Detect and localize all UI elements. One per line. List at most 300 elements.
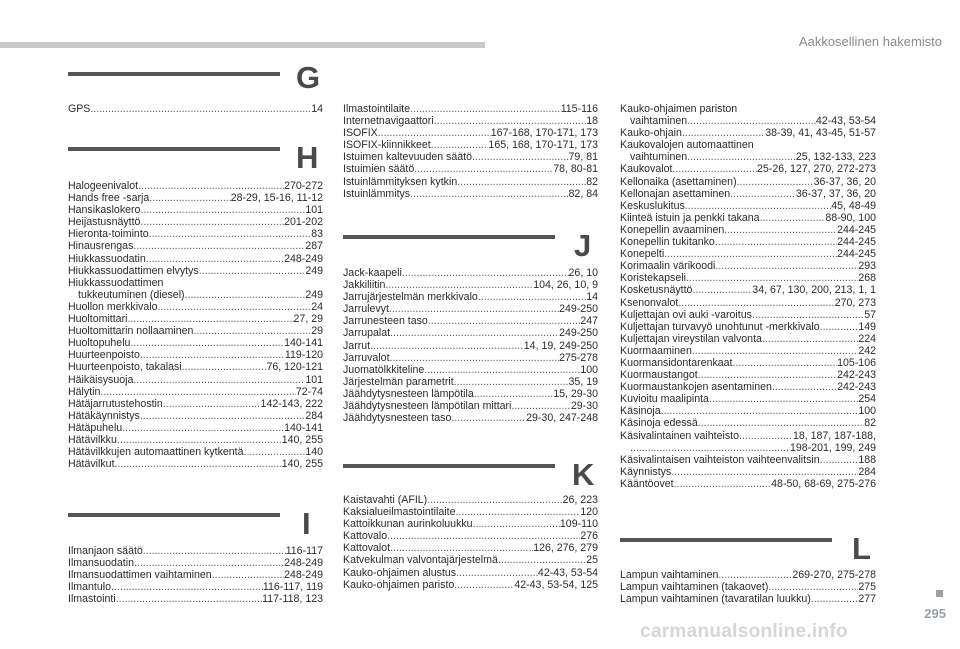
entry-pages: 188 [858,453,876,466]
index-list [620,103,876,490]
entry-pages: 140-141 [284,421,323,434]
entry-pages: 104, 26, 10, 9 [533,279,598,292]
index-entry [343,127,598,139]
index-entry [620,260,876,272]
entry-term: Jarrunesteen taso [343,315,428,328]
entry-pages: 29 [311,325,323,338]
entry-pages: 105-106 [837,356,876,369]
index-entry [343,291,598,303]
index-entry [620,593,876,605]
entry-leader [687,115,816,127]
entry-leader [134,557,284,569]
entry-term: Hätäkäynnistys [68,409,140,422]
index-entry [343,494,598,506]
entry-pages: 38-39, 41, 43-45, 51-57 [765,127,876,140]
entry-leader [455,506,580,518]
entry-term: Käsivalintainen vaihteisto [620,429,739,442]
entry-leader [685,200,831,212]
entry-pages: 248-249 [284,557,323,570]
index-entry [68,446,323,458]
entry-pages: 82, 84 [568,187,598,200]
entry-pages: 275-278 [559,351,598,364]
index-entry [620,115,876,127]
entry-leader [140,204,305,216]
entry-leader [671,466,858,478]
entry-term: Kattovalo [343,530,388,543]
entry-pages: 24 [311,300,323,313]
entry-term: Hiukkassuodattimen [68,276,164,289]
index-list [68,103,323,115]
index-entry [620,176,876,188]
entry-term: Konepellin avaaminen [620,223,725,236]
entry-leader [762,333,858,345]
entry-leader [378,127,491,139]
entry-leader [456,567,538,579]
entry-leader [718,569,792,581]
index-entry [68,434,323,446]
entry-leader [760,212,826,224]
entry-pages: 254 [858,393,876,406]
entry-leader [454,376,569,388]
index-entry [68,240,323,252]
entry-pages: 242 [858,344,876,357]
entry-pages: 249-250 [559,303,598,316]
entry-pages: 242-243 [837,369,876,382]
entry-pages: 82 [864,417,876,430]
entry-leader [511,400,570,412]
entry-pages: 142-143, 222 [260,397,323,410]
watermark: carmanualsonline.info [640,621,848,642]
index-entry [343,542,598,554]
index-entry [620,357,876,369]
entry-leader [715,236,837,248]
entry-pages: 140 [305,446,323,459]
entry-term: Ilmanjaon säätö [68,545,143,557]
index-entry [620,442,876,454]
entry-term: tukkeutuminen (diesel) [78,288,185,301]
entry-term: Hieronta-toiminto [68,228,149,241]
index-entry [68,557,323,569]
index-entry [343,327,598,339]
entry-leader [133,374,305,386]
entry-term: Istuimien säätö [343,163,415,176]
entry-leader [140,349,285,361]
entry-leader [410,188,568,200]
entry-pages: 140, 255 [281,458,323,471]
index-entry [620,405,876,417]
index-entry [343,139,598,151]
index-list [343,494,598,591]
index-entry [620,212,876,224]
index-entry [343,506,598,518]
section-letter: J [574,228,592,263]
entry-term: Käsinoja edessä [620,417,698,430]
entry-term: Ksenonvalot [620,296,679,309]
index-entry [343,151,598,163]
entry-pages: 287 [305,240,323,253]
entry-pages: 79, 81 [568,151,598,164]
entry-term: Kellonajan asettaminen [620,187,731,200]
entry-term: Katvekulman valvontajärjestelmä [343,554,498,567]
entry-pages: 42-43, 53-54, 125 [514,578,598,591]
entry-term: Kuljettajan vireystilan valvonta [620,332,762,345]
entry-term: Halogeenivalot [68,180,139,192]
entry-pages: 25, 132-133, 223 [795,151,876,164]
entry-term: Ilmastointi [68,593,116,606]
index-entry [68,569,323,581]
index-entry [343,267,598,279]
entry-pages: 248-249 [284,252,323,265]
entry-term: Jarrupalat [343,327,391,340]
index-entry [68,374,323,386]
index-list [68,545,323,605]
index-entry [343,115,598,127]
entry-term: Kaksialueilmastointilaite [343,506,456,519]
section-letter: L [852,531,871,566]
entry-leader [692,345,858,357]
entry-pages: 42-43, 53-54 [815,115,876,128]
entry-leader [820,454,859,466]
entry-pages: 167-168, 170-171, 173 [490,127,598,140]
entry-leader [149,192,230,204]
entry-leader [127,313,293,325]
entry-term: Hands free -sarja [68,192,150,205]
entry-leader [130,337,284,349]
entry-leader [478,291,586,303]
entry-leader [111,581,263,593]
entry-pages: 149 [858,320,876,333]
index-entry [620,284,876,296]
section-rule [68,147,280,151]
page-marker [936,590,943,597]
entry-term: Kaistavahti (AFIL) [343,494,428,506]
entry-term: Kellonaika (asettaminen) [620,175,737,188]
entry-term: Kosketusnäyttö [620,284,693,297]
index-entry [68,593,323,605]
entry-pages: 244-245 [837,223,876,236]
index-entry [68,410,323,422]
entry-pages: 101 [305,204,323,217]
index-entry [620,430,876,442]
entry-leader [149,228,312,240]
entry-pages: 247 [580,315,598,328]
entry-leader [122,422,284,434]
index-entry [620,581,876,593]
entry-pages: 100 [580,363,598,376]
index-list [620,569,876,605]
entry-leader [133,240,305,252]
entry-leader [434,115,587,127]
section-rule [343,235,555,239]
index-entry [68,313,323,325]
index-entry [68,386,323,398]
entry-pages: 201-202 [284,216,323,229]
entry-pages: 293 [858,260,876,273]
index-entry [620,393,876,405]
entry-term: Kauko-ohjain [620,127,682,140]
entry-leader [140,216,284,228]
entry-leader [473,518,560,530]
entry-leader [698,369,837,381]
entry-pages: 268 [858,272,876,285]
entry-pages: 78, 80-81 [553,163,598,176]
entry-term: Hälytin [68,385,101,398]
entry-pages: 14, 19, 249-250 [523,339,598,352]
entry-term: Hätävilkkujen automaattinen kytkentä [68,446,244,459]
entry-leader [90,103,311,115]
entry-leader [100,386,296,398]
index-entry [343,303,598,315]
index-entry [620,163,876,175]
index-list [343,103,598,200]
section-rule [343,464,555,468]
section-letter: I [302,506,311,541]
index-entry [68,192,323,204]
entry-leader [674,478,772,490]
entry-leader [244,446,306,458]
entry-term: Huurteenpoisto, takalasi [68,361,182,374]
entry-term: Huurteenpoisto [68,349,140,362]
entry-leader [692,284,752,296]
entry-pages: 18, 187, 187-188, [792,429,876,442]
entry-pages: 198-201, 199, 249 [789,441,876,454]
entry-leader [387,530,580,542]
entry-term: ISOFIX [343,127,378,140]
index-entry [620,139,876,151]
entry-pages: 126, 276, 279 [533,542,598,555]
index-entry [68,216,323,228]
entry-pages: 270-272 [284,180,323,192]
index-entry [343,530,598,542]
entry-term: vaihtuminen [630,151,688,164]
entry-pages: 249 [305,264,323,277]
index-entry [620,321,876,333]
entry-term: vaihtaminen [630,115,688,128]
entry-term: Huoltomittari [68,313,128,326]
entry-leader [140,410,305,422]
entry-term: Jarrulevyt [343,303,389,316]
entry-term: Käsivalintaisen vaihteiston vaihteenvalitsin [620,453,820,466]
entry-term: Jack-kaapeli [343,267,402,279]
entry-term: Konepelti [620,248,665,261]
entry-pages: 76, 120-121 [266,361,323,374]
entry-leader [115,458,282,470]
index-entry [343,412,598,424]
entry-pages: 57 [864,308,876,321]
entry-pages: 244-245 [837,248,876,261]
entry-term: Hätävilkut [68,458,115,471]
entry-pages: 242-243 [837,381,876,394]
entry-term: Häikäisysuoja [68,373,134,386]
entry-pages: 269-270, 275-278 [792,569,876,581]
section-letter: H [296,140,319,175]
index-entry [68,180,323,192]
section-letter: K [572,457,595,492]
entry-leader [193,325,311,337]
entry-leader [390,542,533,554]
entry-term: Internetnavigaattori [343,115,434,128]
entry-term: Jarrujärjestelmän merkkivalo [343,291,478,304]
entry-leader [163,398,261,410]
index-entry [343,567,598,579]
entry-term: Koristekapseli [620,272,686,285]
entry-term: Istuinlämmityksen kytkin [343,175,458,188]
entry-pages: 116-117, 119 [262,581,323,594]
index-entry [343,388,598,400]
section-rule [68,513,280,517]
entry-pages: 270, 273 [834,296,876,309]
entry-leader [678,297,834,309]
entry-pages: 29-30, 247-248 [526,412,598,425]
index-list [343,267,598,424]
entry-pages: 100 [858,405,876,418]
header-bar [0,42,485,48]
index-entry [68,349,323,361]
index-entry [620,345,876,357]
entry-term: Ilmansuodatin [68,557,134,570]
entry-term: Kuormaaminen [620,344,692,357]
entry-leader [182,361,267,373]
index-entry [68,228,323,240]
entry-term: Jäähdytysnesteen taso [343,412,452,425]
entry-pages: 28-29, 15-16, 11-12 [230,192,323,205]
entry-pages: 26, 223 [562,494,598,506]
entry-term: Kääntöovet [620,477,674,490]
entry-leader [687,151,796,163]
entry-term: Kaukovalojen automaattinen [620,139,754,152]
index-entry [620,381,876,393]
entry-term: Lampun vaihtaminen (tavaratilan luukku) [620,593,811,606]
entry-pages: 277 [858,593,876,606]
index-entry [343,163,598,175]
index-list [68,180,323,470]
entry-term: Hinausrengas [68,240,134,253]
index-entry [68,581,323,593]
section-title: Aakkosellinen hakemisto [798,34,942,49]
entry-leader [686,272,858,284]
index-entry [343,176,598,188]
index-entry [620,272,876,284]
entry-leader [146,253,284,265]
index-entry [343,364,598,376]
entry-term: Kauko-ohjaimen pariston [620,103,738,115]
entry-leader [672,163,757,175]
entry-term: Kuvioitu maalipinta [620,393,709,406]
entry-pages: 14 [586,291,598,304]
entry-term: Käynnistys [620,465,672,478]
index-entry [343,315,598,327]
entry-pages: 115-116 [560,103,598,115]
section-rule [68,72,280,76]
index-entry [68,265,323,277]
entry-term: Korimaalin värikoodi [620,260,716,273]
index-entry [620,151,876,163]
index-entry [620,333,876,345]
entry-pages: 249-250 [559,327,598,340]
entry-pages: 117-118, 123 [262,593,323,606]
entry-leader [730,188,796,200]
entry-leader [724,224,837,236]
index-entry [68,361,323,373]
entry-term: Konepellin tukitanko [620,236,715,249]
entry-leader [682,127,765,139]
entry-term: Keskuslukitus [620,199,685,212]
entry-pages: 27, 29 [293,313,323,326]
entry-pages: 120 [580,506,598,519]
entry-pages: 276 [580,530,598,543]
entry-leader [457,176,586,188]
entry-pages: 284 [305,409,323,422]
entry-pages: 18 [586,115,598,128]
index-entry [343,340,598,352]
entry-leader [472,151,569,163]
entry-leader [199,265,306,277]
entry-term: Huoltomittarin nollaaminen [68,325,194,338]
entry-leader [402,267,569,279]
entry-term: Kuljettajan ovi auki -varoitus [620,308,752,321]
entry-leader [431,139,489,151]
entry-leader [768,581,858,593]
entry-leader [185,289,306,301]
entry-leader [370,340,524,352]
entry-pages: 109-110 [559,518,598,531]
entry-leader [661,405,859,417]
index-entry [620,478,876,490]
index-entry [68,253,323,265]
entry-pages: 42-43, 53-54 [537,566,598,579]
index-entry [620,454,876,466]
entry-term: Hätäpuhelu [68,421,123,434]
entry-term: Kuormaustankojen asentaminen [620,381,772,394]
entry-term: Istuimen kaltevuuden säätö [343,151,472,164]
entry-pages: 82 [586,175,598,188]
index-entry [343,579,598,591]
index-entry [343,376,598,388]
entry-leader [138,180,284,192]
entry-leader [116,593,262,605]
entry-term: Jäähdytysnesteen lämpötilan mittari [343,400,512,413]
entry-pages: 140-141 [284,337,323,350]
index-entry [68,301,323,313]
entry-term: Hiukkassuodattimen elvytys [68,264,199,277]
entry-term: Hiukkassuodatin [68,252,146,265]
entry-term: Ilmantulo [68,581,111,594]
index-entry [620,369,876,381]
entry-leader [454,579,514,591]
entry-term: Kattovalot [343,542,391,555]
index-entry [620,200,876,212]
entry-term: Heijastusnäyttö [68,216,141,229]
entry-leader [498,554,586,566]
entry-leader [709,393,858,405]
entry-leader [427,494,562,506]
index-entry [68,289,323,301]
entry-leader [732,357,837,369]
index-entry [620,417,876,429]
entry-term: Hätäjarrutustehostin [68,397,163,410]
entry-term: Jakkiliitin [343,279,386,292]
entry-pages: 15, 29-30 [553,387,598,400]
entry-term: GPS [68,103,91,115]
index-entry [343,352,598,364]
entry-term: Kattoikkunan aurinkoluukku [343,518,473,531]
index-entry [620,224,876,236]
entry-pages: 29-30 [570,400,598,413]
entry-pages: 284 [858,465,876,478]
entry-leader [410,103,561,115]
entry-term: Hansikaslokero [68,204,141,217]
entry-term: Jarrut [343,339,371,352]
